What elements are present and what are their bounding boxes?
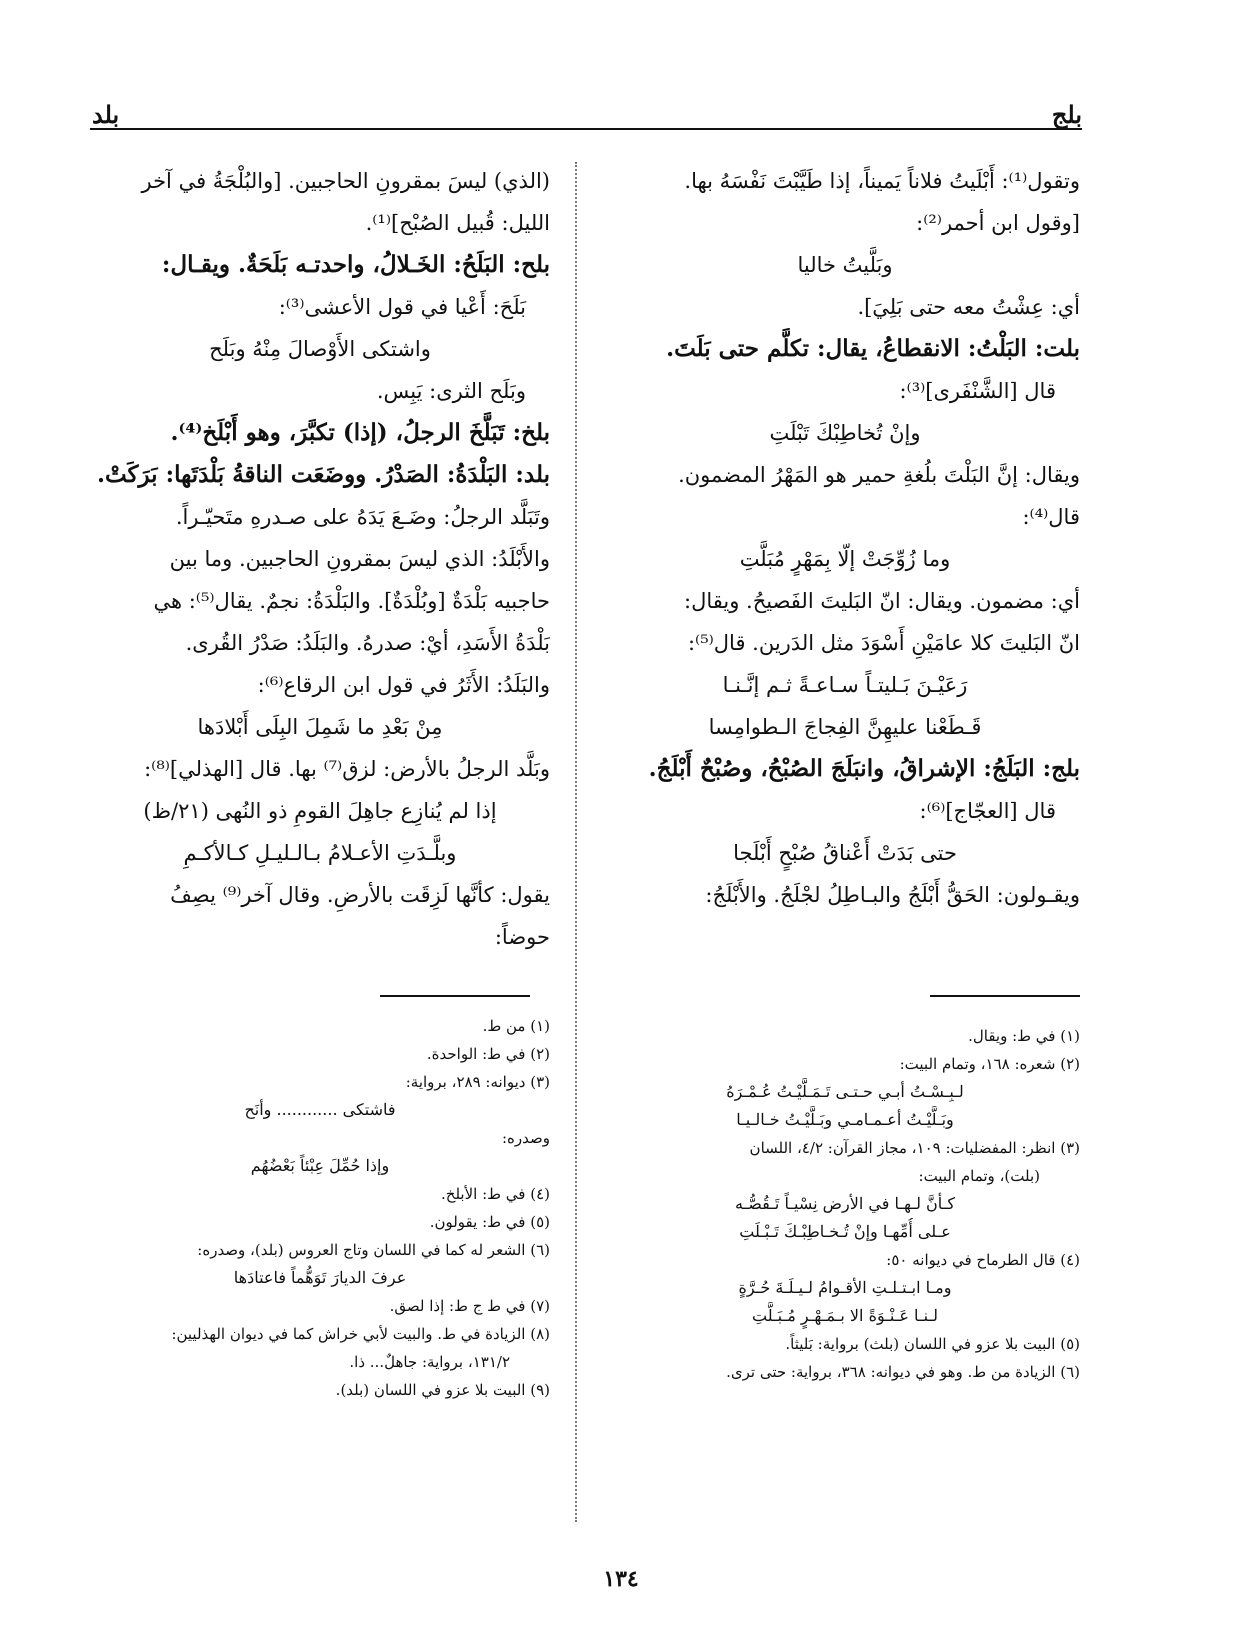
footnote: (٢) في ط: الواحدة.	[426, 1045, 550, 1063]
text-line: انّ البَليتَ كلا عامَيْنِ أَسْوَدَ مثل الدَرين. قال⁽⁵⁾:	[687, 631, 1080, 655]
footnote: (٦) الزيادة من ط. وهو في ديوانه: ٣٦٨، برواية: حتى ترى.	[726, 1363, 1080, 1381]
footnote: وصدره:	[501, 1129, 550, 1147]
verse-line: وبَلَّيتُ خاليا	[797, 253, 893, 277]
footnote-rule-right	[930, 995, 1080, 997]
footnote-rule-left	[380, 995, 530, 997]
text-line: حوضاً:	[494, 925, 550, 949]
footnote: (٦) الشعر له كما في اللسان وتاج العروس (بلد)، وصدره:	[197, 1241, 550, 1259]
verse-line: قَـطَعْنا عليهِنَّ الفِجاجَ الـطوامِسا	[708, 715, 982, 739]
verse-line: وبلَّـدَتِ الأعـلامُ بـالـليـلِ كـالأكـمِ	[183, 841, 457, 865]
verse-line: وإنْ تُخاطِبْكَ تَبْلَتِ	[769, 421, 921, 445]
footnote: (٩) البيت بلا عزو في اللسان (بلد).	[335, 1381, 550, 1399]
text-line: وبَلَّد الرجلُ بالأرض: لزق⁽⁷⁾ بها. قال [الهذلي]⁽⁸⁾:	[144, 757, 550, 781]
footnote: (٣) انظر: المفضليات: ١٠٩، مجاز القرآن: ٤/٢، اللسان	[749, 1139, 1080, 1157]
footnote-verse: لـبِـسْـتُ أبـي حـتـى تَـمَـلَّيْـتُ عُـمْـرَهُ	[726, 1082, 964, 1101]
verse-line: مِنْ بَعْدِ ما شَمِلَ البِلَى أَبْلادَها	[197, 715, 443, 739]
right-footnotes	[610, 1022, 1080, 1386]
footnote: (١) من ط.	[482, 1017, 550, 1035]
footnote: (٣) ديوانه: ٢٨٩، برواية:	[405, 1073, 550, 1091]
footnote: (١) في ط: ويقال.	[968, 1027, 1080, 1045]
left-footnotes	[90, 1012, 550, 1404]
text-line: وتقول⁽¹⁾: أَبْلَيتُ فلاناً يَميناً، إذا طَيَّبْتَ نَفْسَهُ بها.	[684, 169, 1080, 193]
text-line: والأَبْلَدُ: الذي ليسَ بمقرونِ الحاجبين. وما بين	[169, 547, 550, 571]
footnote: (٧) في ط ج ط: إذا لصق.	[389, 1297, 550, 1315]
text-line: أي: عِشْتُ معه حتى بَلِيَ].	[857, 295, 1080, 319]
footnote-verse: كـأنَّ لـهـا في الأرض نِسْيـاً تَـقُصُّـه	[735, 1194, 955, 1213]
footnote: (٥) البيت بلا عزو في اللسان (بلث) برواية: بَليثاً.	[785, 1335, 1080, 1353]
entry-balaja: بلج: البَلَجُ: الإشراقُ، وانبَلَجَ الصُبْحُ، وصُبْحٌ أَبْلَجُ.	[648, 755, 1080, 782]
verse-line: وما زُوِّجَتْ إلّا بِمَهْرٍ مُبَلَّتِ	[739, 547, 951, 571]
running-header-left: بلد	[92, 100, 120, 129]
footnote: (٤) قال الطرماح في ديوانه ٥٠:	[886, 1251, 1080, 1269]
text-line: يقول: كأنَّها لَزِقَت بالأرضِ. وقال آخر⁽⁹⁾ يصِفُ	[170, 883, 550, 907]
text-line: وتَبَلَّد الرجلُ: وضَـعَ يَدَهُ على صـدرهِ متَحيّـراً.	[175, 505, 550, 529]
text-line: [وقول ابن أحمر⁽²⁾:	[916, 211, 1080, 235]
footnote-verse: عـلى أُمِّهـا وإنْ تُـخـاطِبْـكَ تَـبْـلَتِ	[739, 1222, 951, 1241]
text-line: ويقال: إنَّ البَلْتَ بلُغةِ حمير هو المَهْرُ المضمون.	[678, 463, 1080, 487]
column-separator	[575, 162, 577, 1522]
verse-line: حتى بَدَتْ أَعْناقُ صُبْحٍ أَبْلَجا	[733, 841, 957, 865]
entry-balakha: بلخ: تَبَلَّخَ الرجلُ، (إذا) تكبَّرَ، وهو أَبْلَخ⁽⁴⁾.	[170, 419, 550, 446]
footnote: ١٣١/٢، برواية: جاهلٌ... ذا.	[349, 1353, 510, 1371]
text-line: وبَلَح الثرى: يَبِس.	[376, 379, 526, 403]
entry-balaha: بلح: البَلَحُ: الخَـلالُ، واحدتـه بَلَحَةٌ. ويقـال:	[161, 251, 550, 278]
footnote-verse: لـنـا عَـنْـوَةً الا بـمَـهْـرٍ مُـبَـلَّتِ	[751, 1306, 938, 1325]
footnote-verse: وإذا حُمِّلَ عِبْئاً بَعْضُهُم	[250, 1156, 390, 1175]
footnote-verse: فاشتكى ............ وأنَح	[244, 1100, 396, 1119]
text-line: قال⁽⁴⁾:	[1022, 505, 1080, 529]
text-line: بَلَحَ: أَعْيا في قول الأعشى⁽³⁾:	[278, 295, 526, 319]
footnote-verse: وبَـلَّيْـتُ أعـمـامـي وبَـلَّيْـتُ خـالـيـا	[736, 1110, 954, 1129]
header-rule	[90, 128, 1082, 130]
text-line: قال [الشَّنْفَرى]⁽³⁾:	[899, 379, 1056, 403]
text-line: الليل: قُبيل الصُبْح]⁽¹⁾.	[365, 211, 550, 235]
text-line: أي: مضمون. ويقال: انّ البَليتَ الفَصيحُ. ويقال:	[684, 589, 1080, 613]
footnote: (٥) في ط: يقولون.	[429, 1213, 550, 1231]
entry-balada: بلد: البَلْدَةُ: الصَدْرُ. ووضَعَت الناقةُ بَلْدَتَها: بَرَكَتْ.	[96, 461, 550, 488]
footnote: (٤) في ط: الأبلخ.	[441, 1185, 550, 1203]
footnote-verse: ومـا ابـتـلـتِ الأقـوامُ لـيـلَـةَ حُـرَّةٍ	[738, 1278, 952, 1297]
verse-line: واشتكى الأَوْصالَ مِنْهُ وبَلَح	[209, 337, 431, 361]
text-line: (الذي) ليسَ بمقرونِ الحاجبين. [والبُلْجَةُ في آخر	[141, 169, 550, 193]
footnote: (٨) الزيادة في ط. والبيت لأبي خراش كما في ديوان الهذليين:	[171, 1325, 550, 1343]
running-header-right: بلج	[1051, 100, 1082, 129]
left-column	[90, 160, 550, 958]
text-line: قال [العجّاج]⁽⁶⁾:	[919, 799, 1056, 823]
footnote-verse: عرفَ الديارَ تَوَهُّماً فاعتادَها	[233, 1268, 407, 1287]
footnote: (بلت)، وتمام البيت:	[918, 1167, 1040, 1185]
footnote: (٢) شعره: ١٦٨، وتمام البيت:	[899, 1055, 1080, 1073]
verse-line: إذا لم يُنازِع جاهِلَ القومِ ذو النُهى (٢١/ظ)	[143, 799, 497, 823]
right-column	[610, 160, 1080, 916]
entry-balata: بلت: البَلْتُ: الانقطاعُ، يقال: تكلَّم حتى بَلَتَ.	[666, 335, 1080, 362]
text-line: بَلْدَةُ الأَسَدِ، أيْ: صدرهُ. والبَلَدُ: صَدْرُ القُرى.	[185, 631, 550, 655]
text-line: حاجبيه بَلْدَةٌ [وبُلْدَةٌ]. والبَلْدَةُ: نجمٌ. يقال⁽⁵⁾: هي	[153, 589, 550, 613]
text-line: والبَلَدُ: الأَثَرُ في قول ابن الرقاع⁽⁶⁾:	[257, 673, 550, 697]
page-number: ١٣٤	[603, 1566, 639, 1592]
verse-line: رَعَيْـنَ بَـليتـاً سـاعـةً ثـم إنَّـنـا	[722, 673, 968, 697]
text-line: ويقـولون: الحَقُّ أَبْلَجُ والبـاطِلُ لجْلَجُ. والأَبْلَجُ:	[705, 883, 1080, 907]
